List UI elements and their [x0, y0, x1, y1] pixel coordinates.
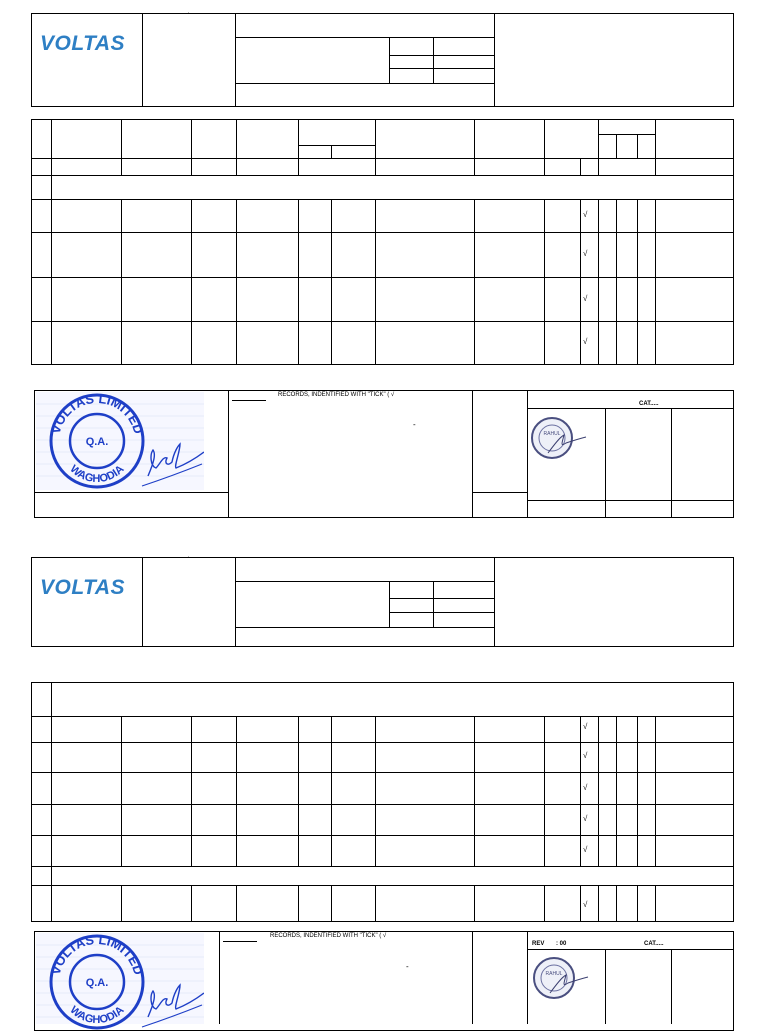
- form2-table: [31, 682, 734, 922]
- seal-text: RAHUL: [543, 431, 561, 437]
- dash-mark: -: [413, 420, 416, 429]
- records-text: RECORDS, INDENTIFIED WITH "TICK" ( √: [270, 933, 387, 939]
- form1-header: [31, 13, 734, 107]
- tick-mark: √: [583, 722, 588, 731]
- tick-mark: √: [583, 337, 588, 346]
- cat-label: CAT.....: [639, 401, 659, 407]
- stamp-top-text: VOLTAS LIMITED: [47, 392, 147, 436]
- seal-text: RAHUL: [545, 971, 563, 977]
- rev-value: : 00: [556, 941, 567, 947]
- form1-table: [31, 119, 734, 365]
- tick-mark: √: [583, 783, 588, 792]
- seal-icon: [530, 415, 590, 461]
- stamp-bottom-text: WAGHODIA: [67, 463, 127, 486]
- tick-mark: √: [583, 845, 588, 854]
- qa-stamp-image: [36, 392, 204, 490]
- rev-label: REV: [532, 941, 545, 947]
- tick-mark: √: [583, 294, 588, 303]
- form2-header: [31, 557, 734, 647]
- tick-mark: √: [583, 210, 588, 219]
- stamp-center-text: Q.A.: [85, 977, 109, 989]
- small-seal: [530, 415, 590, 461]
- apostrophe-mark: ': [188, 13, 190, 19]
- stamp-top-text: VOLTAS LIMITED: [47, 933, 147, 977]
- tick-mark: √: [583, 249, 588, 258]
- records-text: RECORDS, INDENTIFIED WITH "TICK" ( √: [278, 392, 395, 398]
- seal-icon: [532, 955, 592, 1001]
- tick-mark: √: [583, 751, 588, 760]
- apostrophe-mark: ': [188, 557, 190, 563]
- voltas-logo: VOLTAS: [40, 32, 126, 55]
- voltas-logo: VOLTAS: [40, 576, 126, 599]
- tick-mark: √: [583, 814, 588, 823]
- dash-mark: -: [406, 962, 409, 971]
- qa-stamp-icon: [36, 933, 204, 1031]
- stamp-bottom-text: WAGHODIA: [67, 1004, 127, 1027]
- qa-stamp-icon: [36, 392, 204, 490]
- tick-mark: √: [583, 900, 588, 909]
- small-seal: [532, 955, 592, 1001]
- qa-stamp-image: [36, 933, 204, 1027]
- cat-label: CAT.....: [644, 941, 664, 947]
- stamp-center-text: Q.A.: [85, 436, 109, 448]
